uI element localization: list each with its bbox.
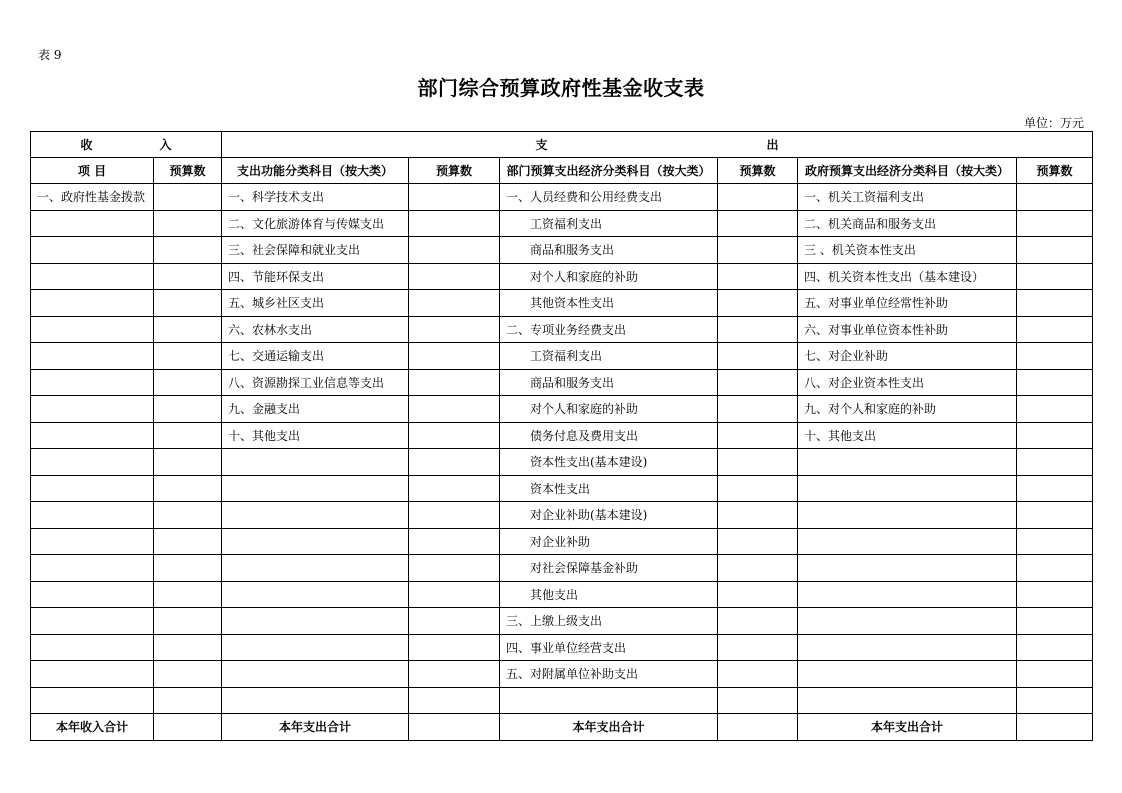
gov-item-cell: 九、对个人和家庭的补助 <box>798 396 1017 423</box>
total-dept-label: 本年支出合计 <box>500 714 718 741</box>
total-gov-label: 本年支出合计 <box>798 714 1017 741</box>
budget-table <box>30 131 1093 741</box>
income-header-right: 入 <box>159 138 172 152</box>
gov-item-cell: 一、机关工资福利支出 <box>798 184 1017 211</box>
gov-item-cell: 七、对企业补助 <box>798 343 1017 370</box>
budget-cell <box>409 687 500 714</box>
table-row <box>31 184 1093 211</box>
gov-item-cell <box>798 555 1017 582</box>
budget-cell <box>409 343 500 370</box>
expense-header <box>222 132 1093 158</box>
budget-cell <box>718 634 798 661</box>
table-row <box>31 661 1093 688</box>
dept-item-cell: 债务付息及费用支出 <box>500 422 718 449</box>
func-item-cell: 七、交通运输支出 <box>222 343 409 370</box>
col-header-dept: 部门预算支出经济分类科目（按大类） <box>500 158 718 184</box>
table-row <box>31 210 1093 237</box>
table-row <box>31 502 1093 529</box>
budget-cell <box>409 502 500 529</box>
budget-cell <box>1017 581 1093 608</box>
budget-cell <box>409 422 500 449</box>
dept-item-cell: 对企业补助 <box>500 528 718 555</box>
budget-cell <box>1017 210 1093 237</box>
budget-cell <box>1017 263 1093 290</box>
dept-item-cell: 对企业补助(基本建设) <box>500 502 718 529</box>
func-item-cell: 五、城乡社区支出 <box>222 290 409 317</box>
budget-cell <box>409 661 500 688</box>
gov-item-cell <box>798 581 1017 608</box>
col-header-budget: 预算数 <box>718 158 798 184</box>
func-item-cell: 八、资源勘探工业信息等支出 <box>222 369 409 396</box>
budget-cell <box>718 714 798 741</box>
budget-cell <box>154 555 222 582</box>
dept-item-cell: 工资福利支出 <box>500 210 718 237</box>
budget-cell <box>409 714 500 741</box>
budget-cell <box>1017 661 1093 688</box>
budget-cell <box>718 290 798 317</box>
table-row <box>31 237 1093 264</box>
income-item-cell <box>31 343 154 370</box>
income-item-cell <box>31 475 154 502</box>
budget-cell <box>154 316 222 343</box>
income-item-cell <box>31 369 154 396</box>
gov-item-cell: 十、其他支出 <box>798 422 1017 449</box>
budget-cell <box>409 555 500 582</box>
budget-cell <box>154 343 222 370</box>
table-row <box>31 263 1093 290</box>
total-income-label: 本年收入合计 <box>31 714 154 741</box>
income-item-cell <box>31 210 154 237</box>
income-item-cell <box>31 502 154 529</box>
budget-cell <box>718 687 798 714</box>
budget-cell <box>154 237 222 264</box>
gov-item-cell <box>798 661 1017 688</box>
dept-item-cell: 其他资本性支出 <box>500 290 718 317</box>
budget-cell <box>154 581 222 608</box>
budget-cell <box>718 608 798 635</box>
income-item-cell <box>31 555 154 582</box>
budget-cell <box>1017 290 1093 317</box>
func-item-cell <box>222 581 409 608</box>
col-header-budget: 预算数 <box>154 158 222 184</box>
table-row <box>31 475 1093 502</box>
gov-item-cell <box>798 687 1017 714</box>
budget-cell <box>1017 608 1093 635</box>
dept-item-cell: 资本性支出(基本建设) <box>500 449 718 476</box>
income-item-cell <box>31 422 154 449</box>
budget-cell <box>409 396 500 423</box>
func-item-cell: 四、节能环保支出 <box>222 263 409 290</box>
table-row <box>31 528 1093 555</box>
dept-item-cell: 其他支出 <box>500 581 718 608</box>
budget-cell <box>409 634 500 661</box>
table-row <box>31 581 1093 608</box>
budget-cell <box>1017 237 1093 264</box>
budget-cell <box>154 475 222 502</box>
budget-cell <box>154 422 222 449</box>
income-header <box>31 132 222 158</box>
table-row <box>31 290 1093 317</box>
income-item-cell <box>31 237 154 264</box>
func-item-cell <box>222 687 409 714</box>
budget-cell <box>154 608 222 635</box>
budget-cell <box>154 634 222 661</box>
func-item-cell <box>222 634 409 661</box>
table-row <box>31 449 1093 476</box>
budget-cell <box>718 263 798 290</box>
totals-row <box>31 714 1093 741</box>
budget-cell <box>409 369 500 396</box>
table-row <box>31 369 1093 396</box>
dept-item-cell: 四、事业单位经营支出 <box>500 634 718 661</box>
income-item-cell <box>31 449 154 476</box>
budget-cell <box>154 449 222 476</box>
func-item-cell <box>222 449 409 476</box>
budget-cell <box>154 661 222 688</box>
gov-item-cell <box>798 608 1017 635</box>
income-item-cell <box>31 661 154 688</box>
budget-cell <box>409 608 500 635</box>
dept-item-cell: 商品和服务支出 <box>500 369 718 396</box>
budget-cell <box>718 449 798 476</box>
func-item-cell <box>222 528 409 555</box>
dept-item-cell: 资本性支出 <box>500 475 718 502</box>
gov-item-cell: 五、对事业单位经常性补助 <box>798 290 1017 317</box>
func-item-cell: 一、科学技术支出 <box>222 184 409 211</box>
budget-cell <box>154 528 222 555</box>
budget-cell <box>718 661 798 688</box>
budget-cell <box>1017 369 1093 396</box>
dept-item-cell <box>500 687 718 714</box>
table-row <box>31 343 1093 370</box>
budget-cell <box>409 528 500 555</box>
budget-cell <box>1017 634 1093 661</box>
table-row <box>31 422 1093 449</box>
func-item-cell: 九、金融支出 <box>222 396 409 423</box>
budget-cell <box>718 396 798 423</box>
gov-item-cell: 二、机关商品和服务支出 <box>798 210 1017 237</box>
gov-item-cell: 三 、机关资本性支出 <box>798 237 1017 264</box>
gov-item-cell: 四、机关资本性支出（基本建设） <box>798 263 1017 290</box>
income-item-cell <box>31 396 154 423</box>
budget-cell <box>154 714 222 741</box>
budget-cell <box>718 422 798 449</box>
expense-header-left: 支 <box>535 138 548 152</box>
budget-cell <box>1017 555 1093 582</box>
gov-item-cell <box>798 634 1017 661</box>
budget-cell <box>409 581 500 608</box>
income-item-cell <box>31 316 154 343</box>
budget-cell <box>718 502 798 529</box>
budget-cell <box>154 687 222 714</box>
col-header-budget: 预算数 <box>409 158 500 184</box>
dept-item-cell: 三、上缴上级支出 <box>500 608 718 635</box>
func-item-cell <box>222 661 409 688</box>
budget-cell <box>154 396 222 423</box>
gov-item-cell: 八、对企业资本性支出 <box>798 369 1017 396</box>
dept-item-cell: 对社会保障基金补助 <box>500 555 718 582</box>
col-header-item: 项 目 <box>31 158 154 184</box>
budget-cell <box>718 528 798 555</box>
func-item-cell <box>222 608 409 635</box>
table-row <box>31 555 1093 582</box>
func-item-cell: 二、文化旅游体育与传媒支出 <box>222 210 409 237</box>
income-item-cell <box>31 634 154 661</box>
func-item-cell <box>222 555 409 582</box>
expense-header-right: 出 <box>766 138 779 152</box>
budget-cell <box>1017 449 1093 476</box>
budget-cell <box>1017 184 1093 211</box>
budget-cell <box>1017 528 1093 555</box>
gov-item-cell <box>798 449 1017 476</box>
budget-cell <box>409 475 500 502</box>
table-row <box>31 608 1093 635</box>
total-func-label: 本年支出合计 <box>222 714 409 741</box>
func-item-cell: 三、社会保障和就业支出 <box>222 237 409 264</box>
income-item-cell <box>31 263 154 290</box>
budget-cell <box>154 290 222 317</box>
budget-cell <box>409 237 500 264</box>
income-item-cell <box>31 528 154 555</box>
table-row <box>31 396 1093 423</box>
income-item-cell: 一、政府性基金拨款 <box>31 184 154 211</box>
budget-cell <box>718 475 798 502</box>
table-number: 表 9 <box>38 48 62 62</box>
table-row <box>31 634 1093 661</box>
budget-cell <box>409 210 500 237</box>
budget-cell <box>718 581 798 608</box>
budget-cell <box>718 184 798 211</box>
budget-cell <box>718 237 798 264</box>
budget-cell <box>1017 714 1093 741</box>
col-header-budget: 预算数 <box>1017 158 1093 184</box>
table-row <box>31 316 1093 343</box>
dept-item-cell: 商品和服务支出 <box>500 237 718 264</box>
budget-cell <box>154 210 222 237</box>
income-item-cell <box>31 290 154 317</box>
dept-item-cell: 五、对附属单位补助支出 <box>500 661 718 688</box>
budget-cell <box>154 369 222 396</box>
gov-item-cell <box>798 502 1017 529</box>
income-item-cell <box>31 608 154 635</box>
col-header-func: 支出功能分类科目（按大类） <box>222 158 409 184</box>
gov-item-cell <box>798 475 1017 502</box>
budget-cell <box>409 316 500 343</box>
dept-item-cell: 对个人和家庭的补助 <box>500 263 718 290</box>
unit-label: 单位：万元 <box>1023 116 1084 130</box>
budget-cell <box>1017 316 1093 343</box>
budget-cell <box>718 555 798 582</box>
func-item-cell <box>222 475 409 502</box>
dept-item-cell: 一、人员经费和公用经费支出 <box>500 184 718 211</box>
budget-cell <box>718 210 798 237</box>
budget-cell <box>1017 422 1093 449</box>
budget-cell <box>1017 475 1093 502</box>
dept-item-cell: 工资福利支出 <box>500 343 718 370</box>
budget-cell <box>1017 396 1093 423</box>
func-item-cell: 十、其他支出 <box>222 422 409 449</box>
page-title: 部门综合预算政府性基金收支表 <box>417 76 705 100</box>
budget-cell <box>154 502 222 529</box>
income-item-cell <box>31 581 154 608</box>
budget-cell <box>1017 687 1093 714</box>
budget-cell <box>409 449 500 476</box>
gov-item-cell <box>798 528 1017 555</box>
col-header-gov: 政府预算支出经济分类科目（按大类） <box>798 158 1017 184</box>
budget-cell <box>409 263 500 290</box>
func-item-cell: 六、农林水支出 <box>222 316 409 343</box>
budget-cell <box>1017 343 1093 370</box>
budget-cell <box>154 184 222 211</box>
table-row <box>31 687 1093 714</box>
budget-cell <box>409 184 500 211</box>
budget-cell <box>718 316 798 343</box>
budget-cell <box>409 290 500 317</box>
dept-item-cell: 二、专项业务经费支出 <box>500 316 718 343</box>
budget-cell <box>718 343 798 370</box>
func-item-cell <box>222 502 409 529</box>
budget-cell <box>1017 502 1093 529</box>
header-row-2 <box>31 158 1093 184</box>
header-row-1 <box>31 132 1093 158</box>
budget-cell <box>718 369 798 396</box>
gov-item-cell: 六、对事业单位资本性补助 <box>798 316 1017 343</box>
income-header-left: 收 <box>80 138 93 152</box>
dept-item-cell: 对个人和家庭的补助 <box>500 396 718 423</box>
budget-cell <box>154 263 222 290</box>
income-item-cell <box>31 687 154 714</box>
